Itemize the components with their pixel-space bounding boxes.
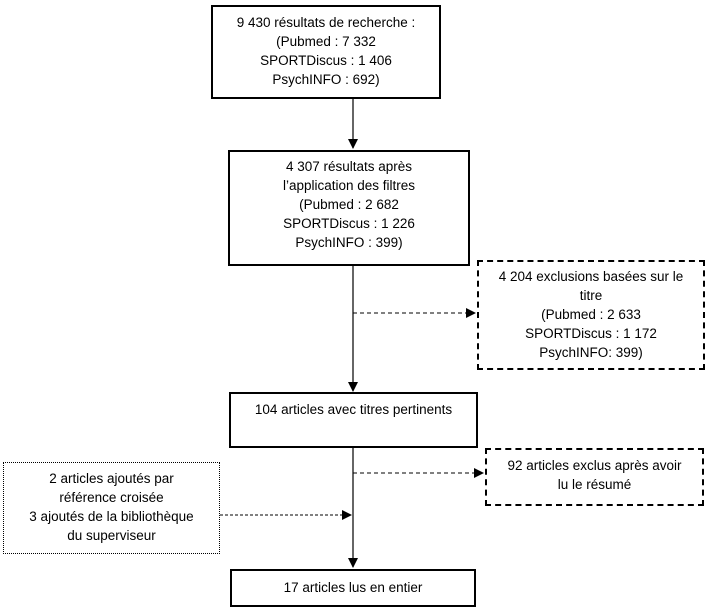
- title-exclusions-box: [477, 260, 705, 370]
- box-line: (Pubmed : 7 332: [276, 34, 376, 49]
- box-line: PsychINFO: 399): [539, 345, 643, 360]
- abstract-exclusions-box: [485, 448, 704, 506]
- box-line: du superviseur: [67, 528, 156, 543]
- box-line: (Pubmed : 2 633: [541, 307, 641, 322]
- box-line: PsychINFO : 692): [272, 72, 380, 87]
- box-line: 17 articles lus en entier: [283, 580, 423, 595]
- box-line: 4 204 exclusions basées sur le: [498, 269, 684, 284]
- after-filters-box: [228, 150, 470, 266]
- box-line: 4 307 résultats après: [285, 159, 413, 174]
- box-line: PsychINFO : 399): [295, 235, 403, 250]
- box-line: SPORTDiscus : 1 172: [525, 326, 657, 341]
- box-line: SPORTDiscus : 1 406: [260, 53, 392, 68]
- box-line: référence croisée: [59, 490, 164, 505]
- added-articles-box: [3, 462, 220, 554]
- box-line: l’application des filtres: [282, 178, 416, 193]
- box-line: 2 articles ajoutés par: [49, 471, 174, 486]
- box-line: (Pubmed : 2 682: [299, 197, 399, 212]
- relevant-titles-box: [229, 392, 478, 448]
- box-line: 9 430 résultats de recherche :: [236, 15, 416, 30]
- box-line: SPORTDiscus : 1 226: [283, 216, 415, 231]
- box-line: lu le résumé: [557, 477, 632, 492]
- box-line: titre: [579, 288, 603, 303]
- search-results-box: [211, 5, 441, 99]
- full-text-box: [230, 569, 476, 607]
- box-line: 104 articles avec titres pertinents: [254, 402, 453, 417]
- box-line: 3 ajoutés de la bibliothèque: [29, 509, 194, 524]
- box-line: 92 articles exclus après avoir: [507, 458, 682, 473]
